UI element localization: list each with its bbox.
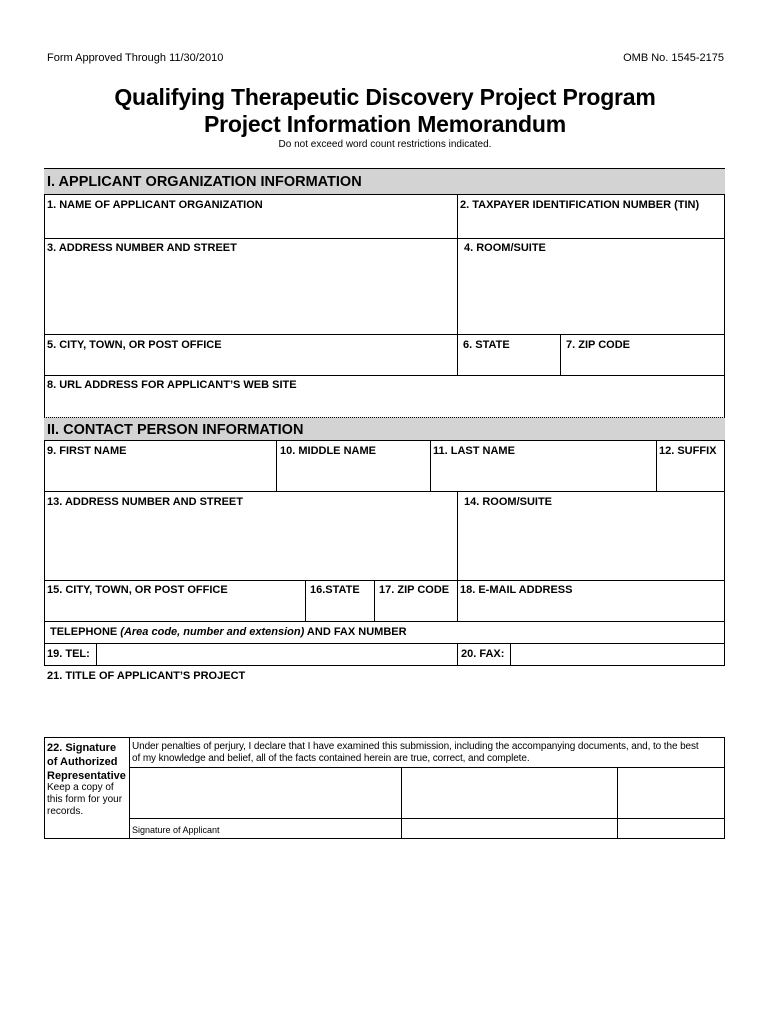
first-name-label: 9. FIRST NAME [47,445,127,457]
section-applicant-organization [44,168,725,195]
keep-copy-note [47,782,122,818]
declaration-line: of my knowledge and belief, all of the facts contained herein are true, correct, and complete. [132,753,530,764]
divider [374,580,375,621]
fax-label: 20. FAX: [461,648,505,660]
divider [457,491,458,621]
middle-name-label: 10. MIDDLE NAME [280,445,376,457]
url-input[interactable] [47,394,722,414]
divider [656,441,657,491]
signature-label-line: 22. Signature [47,742,117,754]
url-label: 8. URL ADDRESS FOR APPLICANT’S WEB SITE [47,379,297,391]
divider [44,238,725,239]
signature-date-input[interactable] [619,769,723,817]
contact-state-label: 16.STATE [310,584,360,596]
city-label: 5. CITY, TOWN, OR POST OFFICE [47,339,222,351]
city-input[interactable] [47,354,453,373]
signature-caption: Signature of Applicant [132,825,220,835]
first-name-input[interactable] [47,461,273,489]
suffix-label: 12. SUFFIX [659,445,717,457]
form-approved-date: Form Approved Through 11/30/2010 [47,52,224,64]
signature-label-line: Representative [47,770,126,782]
tin-label: 2. TAXPAYER IDENTIFICATION NUMBER (TIN) [460,199,700,211]
room-suite-label: 4. ROOM/SUITE [464,242,546,254]
state-label: 6. STATE [463,339,510,351]
state-input[interactable] [460,354,558,373]
contact-address-label: 13. ADDRESS NUMBER AND STREET [47,496,243,508]
telephone-heading-fax: AND FAX NUMBER [304,626,407,638]
contact-room-label: 14. ROOM/SUITE [464,496,553,508]
keep-copy-line: this form for your [47,794,123,805]
signature-label [47,741,126,783]
page-subtitle: Project Information Memorandum [203,111,567,137]
divider [44,375,725,376]
last-name-input[interactable] [433,461,653,489]
applicant-name-label: 1. NAME OF APPLICANT ORGANIZATION [47,199,263,211]
applicant-name-input[interactable] [47,214,453,236]
section-contact-person [44,417,725,441]
middle-name-input[interactable] [279,461,427,489]
word-count-note: Do not exceed word count restrictions indicated. [278,139,492,150]
signature-label-line: of Authorized [47,756,118,768]
tel-label: 19. TEL: [47,648,90,660]
declaration-line: Under penalties of perjury, I declare that I have examined this submission, including the accompanying documents, and, to the best [132,741,699,752]
perjury-declaration [132,741,699,765]
divider [430,441,431,491]
section-heading: II. CONTACT PERSON INFORMATION [47,422,304,438]
tin-input[interactable] [460,214,722,236]
divider [129,737,130,839]
email-label: 18. E-MAIL ADDRESS [460,584,573,596]
omb-number: OMB No. 1545-2175 [623,52,724,64]
section-heading: I. APPLICANT ORGANIZATION INFORMATION [47,174,362,190]
keep-copy-line: Keep a copy of [47,782,114,793]
zip-input[interactable] [563,354,722,373]
divider [44,580,725,581]
divider [276,441,277,491]
suffix-input[interactable] [659,461,722,489]
project-title-label: 21. TITLE OF APPLICANT’S PROJECT [47,670,246,682]
project-title-input[interactable] [47,686,722,734]
contact-room-input[interactable] [460,512,722,578]
telephone-heading-text: TELEPHONE [50,626,121,638]
divider [457,334,458,375]
divider [401,767,402,839]
tel-input[interactable] [96,643,458,666]
divider [560,334,561,375]
divider [617,767,618,839]
room-suite-input[interactable] [460,258,722,332]
telephone-heading [50,626,407,638]
telephone-heading-note: (Area code, number and extension) [120,626,305,638]
keep-copy-line: records. [47,806,84,817]
divider [457,195,458,335]
divider [129,767,725,768]
email-input[interactable] [460,599,722,619]
contact-zip-input[interactable] [377,599,454,619]
page-title: Qualifying Therapeutic Discovery Project Program [114,84,656,110]
address-input[interactable] [47,258,453,332]
address-label: 3. ADDRESS NUMBER AND STREET [47,242,237,254]
contact-zip-label: 17. ZIP CODE [379,584,450,596]
contact-address-input[interactable] [47,512,453,578]
divider [305,580,306,621]
zip-label: 7. ZIP CODE [566,339,630,351]
contact-state-input[interactable] [308,599,371,619]
divider [44,491,725,492]
contact-city-label: 15. CITY, TOWN, OR POST OFFICE [47,584,228,596]
fax-input[interactable] [510,643,725,666]
contact-city-input[interactable] [47,599,302,619]
divider [44,621,725,622]
signature-title-input[interactable] [403,769,615,817]
last-name-label: 11. LAST NAME [433,445,515,457]
signature-field[interactable] [131,769,399,817]
divider [129,818,725,819]
divider [44,334,725,335]
